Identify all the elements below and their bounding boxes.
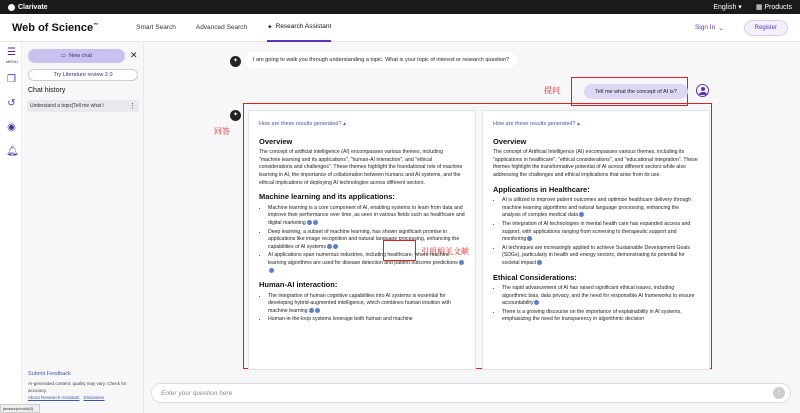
citation-icon[interactable] (459, 260, 464, 265)
clarivate-topbar (0, 0, 800, 14)
disclaimer-link[interactable]: Disclaimer (83, 395, 105, 400)
how-generated-toggle[interactable]: How are these results generated? ▴ (493, 121, 580, 127)
history-icon[interactable]: ↺ (7, 98, 16, 109)
history-item[interactable]: Understand a topic[Tell me what i ⋮ (27, 100, 139, 112)
list-item: • Machine learning is a core component of AI, enabling systems to learn from data and improve their performance over time, as seen in various fields such as healthcare and digital marketing (268, 205, 465, 228)
annotation-citation: 引用相关文献 (421, 247, 469, 256)
answer-panel-right (482, 110, 710, 370)
citation-icon[interactable] (307, 220, 312, 225)
citation-icon[interactable] (537, 260, 542, 265)
sign-in-link[interactable]: Sign In ⌄ (694, 24, 724, 32)
chat-history-title: Chat history (28, 87, 66, 94)
annotation-question: 提问 (544, 86, 560, 95)
language-selector[interactable]: English ▾ (713, 4, 742, 11)
list-item: • Deep learning, a subset of machine learning, has shown significant promise in applications like image recognition and natural language processing, enhancing the capabilities of AI systems (268, 229, 465, 252)
status-url: javascript:void(0) (0, 404, 40, 413)
citation-icon[interactable] (313, 220, 318, 225)
list-item: • The rapid advancement of AI has raised significant ethical issues, including algorithmic bias, data privacy, and the need for responsible AI frameworks to ensure accountability (502, 285, 699, 308)
list-item: • The integration of AI technologies in mental health care has expanded access and support, with applications ranging from screening to therapeutic support and monitoring (502, 221, 699, 244)
question-input[interactable]: Enter your question here (151, 383, 791, 403)
menu-icon[interactable]: ☰ (7, 47, 16, 58)
web-of-science-logo[interactable]: Web of Science™ (12, 21, 99, 34)
send-arrow-icon[interactable]: ↑ (773, 387, 785, 399)
ml-heading: Machine learning and its applications: (259, 192, 395, 202)
overview-text: The concept of Artificial Intelligence (AI) encompasses various themes, including its "applications in healthcare", "ethical considerations", and "educational integration". These themes highlight the transformative potential of AI across different sectors while also addressing the challenges and ethical implications that arise from its use. (493, 149, 698, 178)
list-item: • AI is utilized to improve patient outcomes and optimize healthcare delivery through machine learning algorithms and natural language processing, enhancing the analysis of complex medical data (502, 197, 699, 220)
assistant-prompt: I am going to walk you through understanding a topic. What is your topic of interest or research question? (245, 52, 517, 68)
about-research-assistant-link[interactable]: About Research Assistant (28, 395, 80, 400)
overview-text: The concept of artificial intelligence (AI) encompasses various themes, including "machine learning and its applications", "human-AI interaction", and "ethical considerations and challenges". These themes highlight the foundational role of machine learning in AI, the importance of collaboration between humans and AI systems, and the ethical implications of deploying AI technologies across different sectors. (259, 149, 463, 186)
assistant-avatar-icon: ✦ (230, 56, 241, 67)
documents-icon[interactable]: ❐ (7, 74, 16, 85)
assistant-avatar-icon: ✦ (230, 110, 241, 121)
annotation-box-citation (383, 240, 416, 261)
more-vertical-icon[interactable]: ⋮ (129, 103, 136, 110)
new-chat-button[interactable]: ▭ New chat (28, 49, 125, 63)
list-item: • AI techniques are increasingly applied to achieve Sustainable Development Goals (SDGs), particularly in health and energy sectors, demonstrating its potential for societal impact (502, 245, 699, 268)
literature-review-button[interactable]: Try Literature review 2.0 (28, 69, 138, 81)
citation-icon[interactable] (534, 300, 539, 305)
main-nav (0, 14, 800, 42)
nav-advanced-search[interactable]: Advanced Search (195, 24, 248, 31)
sidebar (22, 42, 144, 413)
annotation-answer: 回答 (214, 127, 230, 136)
list-item: • The integration of human cognitive capabilities into AI systems is essential for developing hybrid-augmented intelligence, which combines human intuition with machine learning (268, 293, 465, 316)
clarivate-logo-icon (8, 4, 15, 11)
register-button[interactable]: Register (744, 20, 788, 36)
chat-icon: ▭ (60, 53, 67, 59)
overview-heading: Overview (259, 136, 293, 146)
citation-icon[interactable] (327, 244, 332, 249)
overview-heading: Overview (493, 136, 527, 146)
bell-icon[interactable]: 🔔︎ (6, 146, 19, 157)
submit-feedback-link[interactable]: Submit Feedback (28, 371, 71, 377)
user-question: Tell me what the concept of AI is? (584, 84, 688, 99)
close-icon[interactable]: ✕ (130, 50, 138, 60)
how-generated-toggle[interactable]: How are these results generated? ▴ (259, 121, 346, 127)
citation-icon[interactable] (309, 308, 314, 313)
sparkle-icon: ✦ (267, 23, 273, 31)
citation-icon[interactable] (315, 308, 320, 313)
citation-icon[interactable] (269, 268, 274, 273)
list-item: • Human-in-the-loop systems leverage both human and machine (268, 316, 465, 324)
products-menu[interactable]: ▦ Products (755, 4, 792, 11)
clarivate-logo[interactable]: Clarivate (8, 4, 48, 11)
profile-icon[interactable]: ◉ (7, 122, 16, 133)
nav-smart-search[interactable]: Smart Search (136, 24, 176, 31)
citation-icon[interactable] (527, 236, 532, 241)
ethics-heading: Ethical Considerations: (493, 272, 577, 282)
citation-icon[interactable] (333, 244, 338, 249)
answer-panel-left (248, 110, 476, 370)
menu-label: MENU (6, 59, 18, 64)
healthcare-heading: Applications in Healthcare: (493, 184, 590, 194)
hai-heading: Human-AI interaction: (259, 280, 338, 290)
list-item: • There is a growing discourse on the importance of explainability in AI systems, emphasizing the need for transparency in algorithmic decision (502, 309, 699, 324)
chevron-down-icon: ⌄ (718, 24, 724, 32)
nav-research-assistant[interactable]: ✦ Research Assistant (267, 14, 331, 42)
disclaimer-block: AI-generated content: quality may vary. Check for accuracy. About Research Assistant Disclaimer (28, 381, 127, 400)
icon-rail (0, 42, 22, 413)
user-avatar-icon (696, 84, 709, 97)
list-item: • AI applications span numerous industries, including healthcare, where machine learning algorithms are used for disease detection and patient outcome predictions (268, 252, 465, 275)
citation-icon[interactable] (579, 212, 584, 217)
